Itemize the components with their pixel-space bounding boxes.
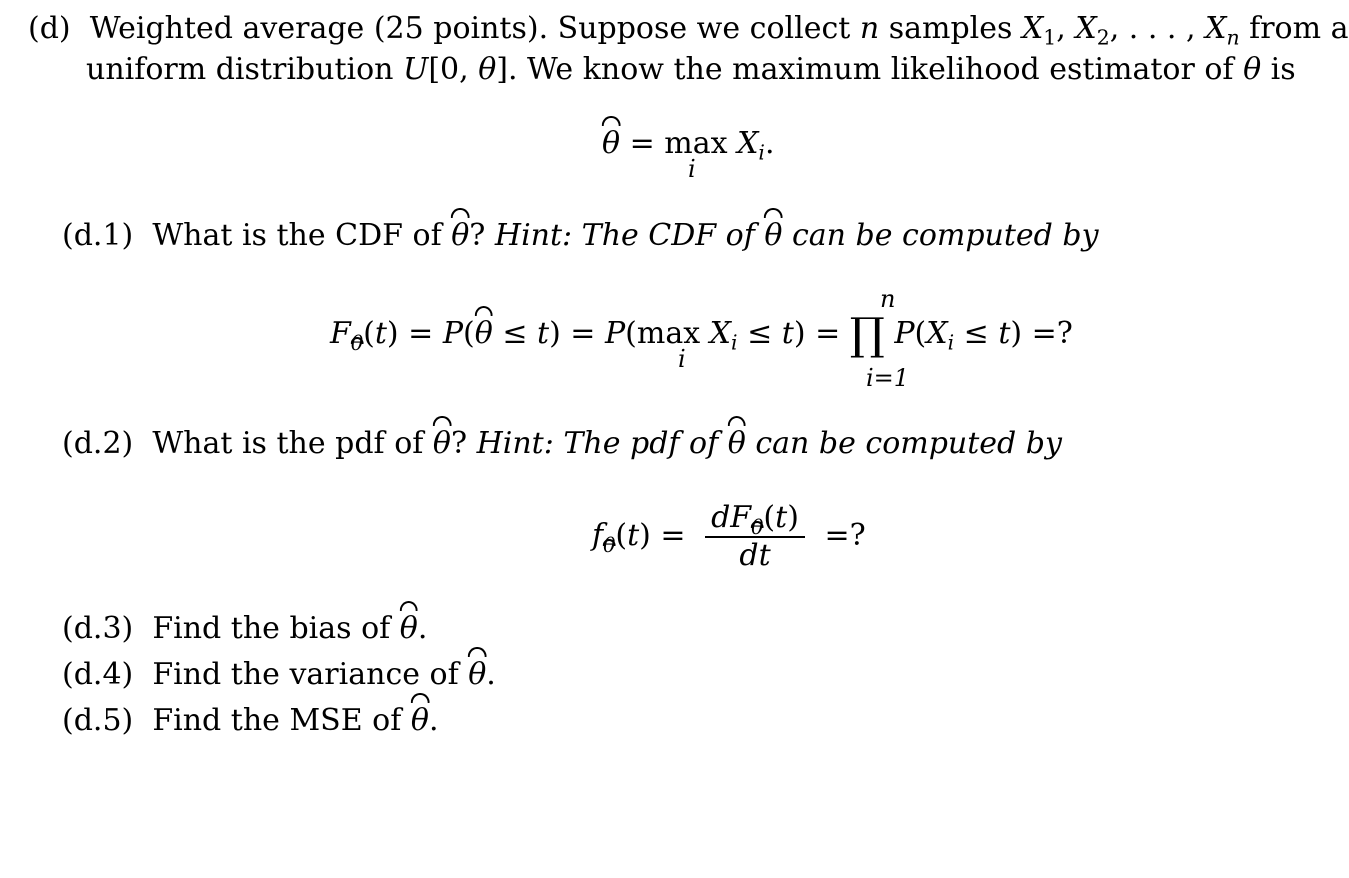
part-d3: (d.3) Find the bias of θ. — [62, 609, 427, 649]
cdf-equation: $F_\theta(t) = P(\theta \le t) = P(\max$ $X_i \le t$) = ∏ $P(X_i \le t)$ =? — [330, 309, 1073, 360]
part-d3-label: (d.3) — [62, 611, 134, 646]
product-upper-limit: n — [880, 285, 896, 313]
pdf-equation: $f_\theta(t)$ = $\frac{dF_\theta(t)}{dt}$ =? — [592, 500, 866, 573]
cdf-max-subscript: i — [678, 345, 686, 373]
problem-label: (d) — [28, 11, 71, 46]
part-d1-label: (d.1) — [62, 218, 134, 253]
part-d5: (d.5) Find the MSE of θ. — [62, 701, 438, 741]
part-d4: (d.4) Find the variance of θ. — [62, 655, 496, 695]
problem-line-1 — [28, 9, 1349, 49]
estimator-equation: $\theta = \max X_i$. — [602, 126, 775, 165]
part-d5-label: (d.5) — [62, 703, 134, 738]
product-lower-limit: i=1 — [866, 364, 910, 392]
part-d2: (d.2) What is the pdf of θ? Hint: The pdf of θ can be computed by — [62, 424, 1062, 464]
problem-line-2: uniform distribution U[0, θ]. We know the maximum likelihood estimator of θ is — [86, 52, 1296, 87]
estimator-max-subscript: i — [688, 155, 696, 183]
part-d4-label: (d.4) — [62, 657, 134, 692]
pdf-fraction: $\frac{dF_\theta(t)}{dt}$ — [705, 500, 805, 574]
part-d1: (d.1) What is the CDF of θ? Hint: The CDF of θ can be computed by — [62, 216, 1099, 256]
problem-title: Weighted average (25 points). Suppose we collect n samples $X_1$, $X_2$, . . . , $X_n$ from a — [80, 11, 1349, 50]
part-d2-label: (d.2) — [62, 426, 134, 461]
